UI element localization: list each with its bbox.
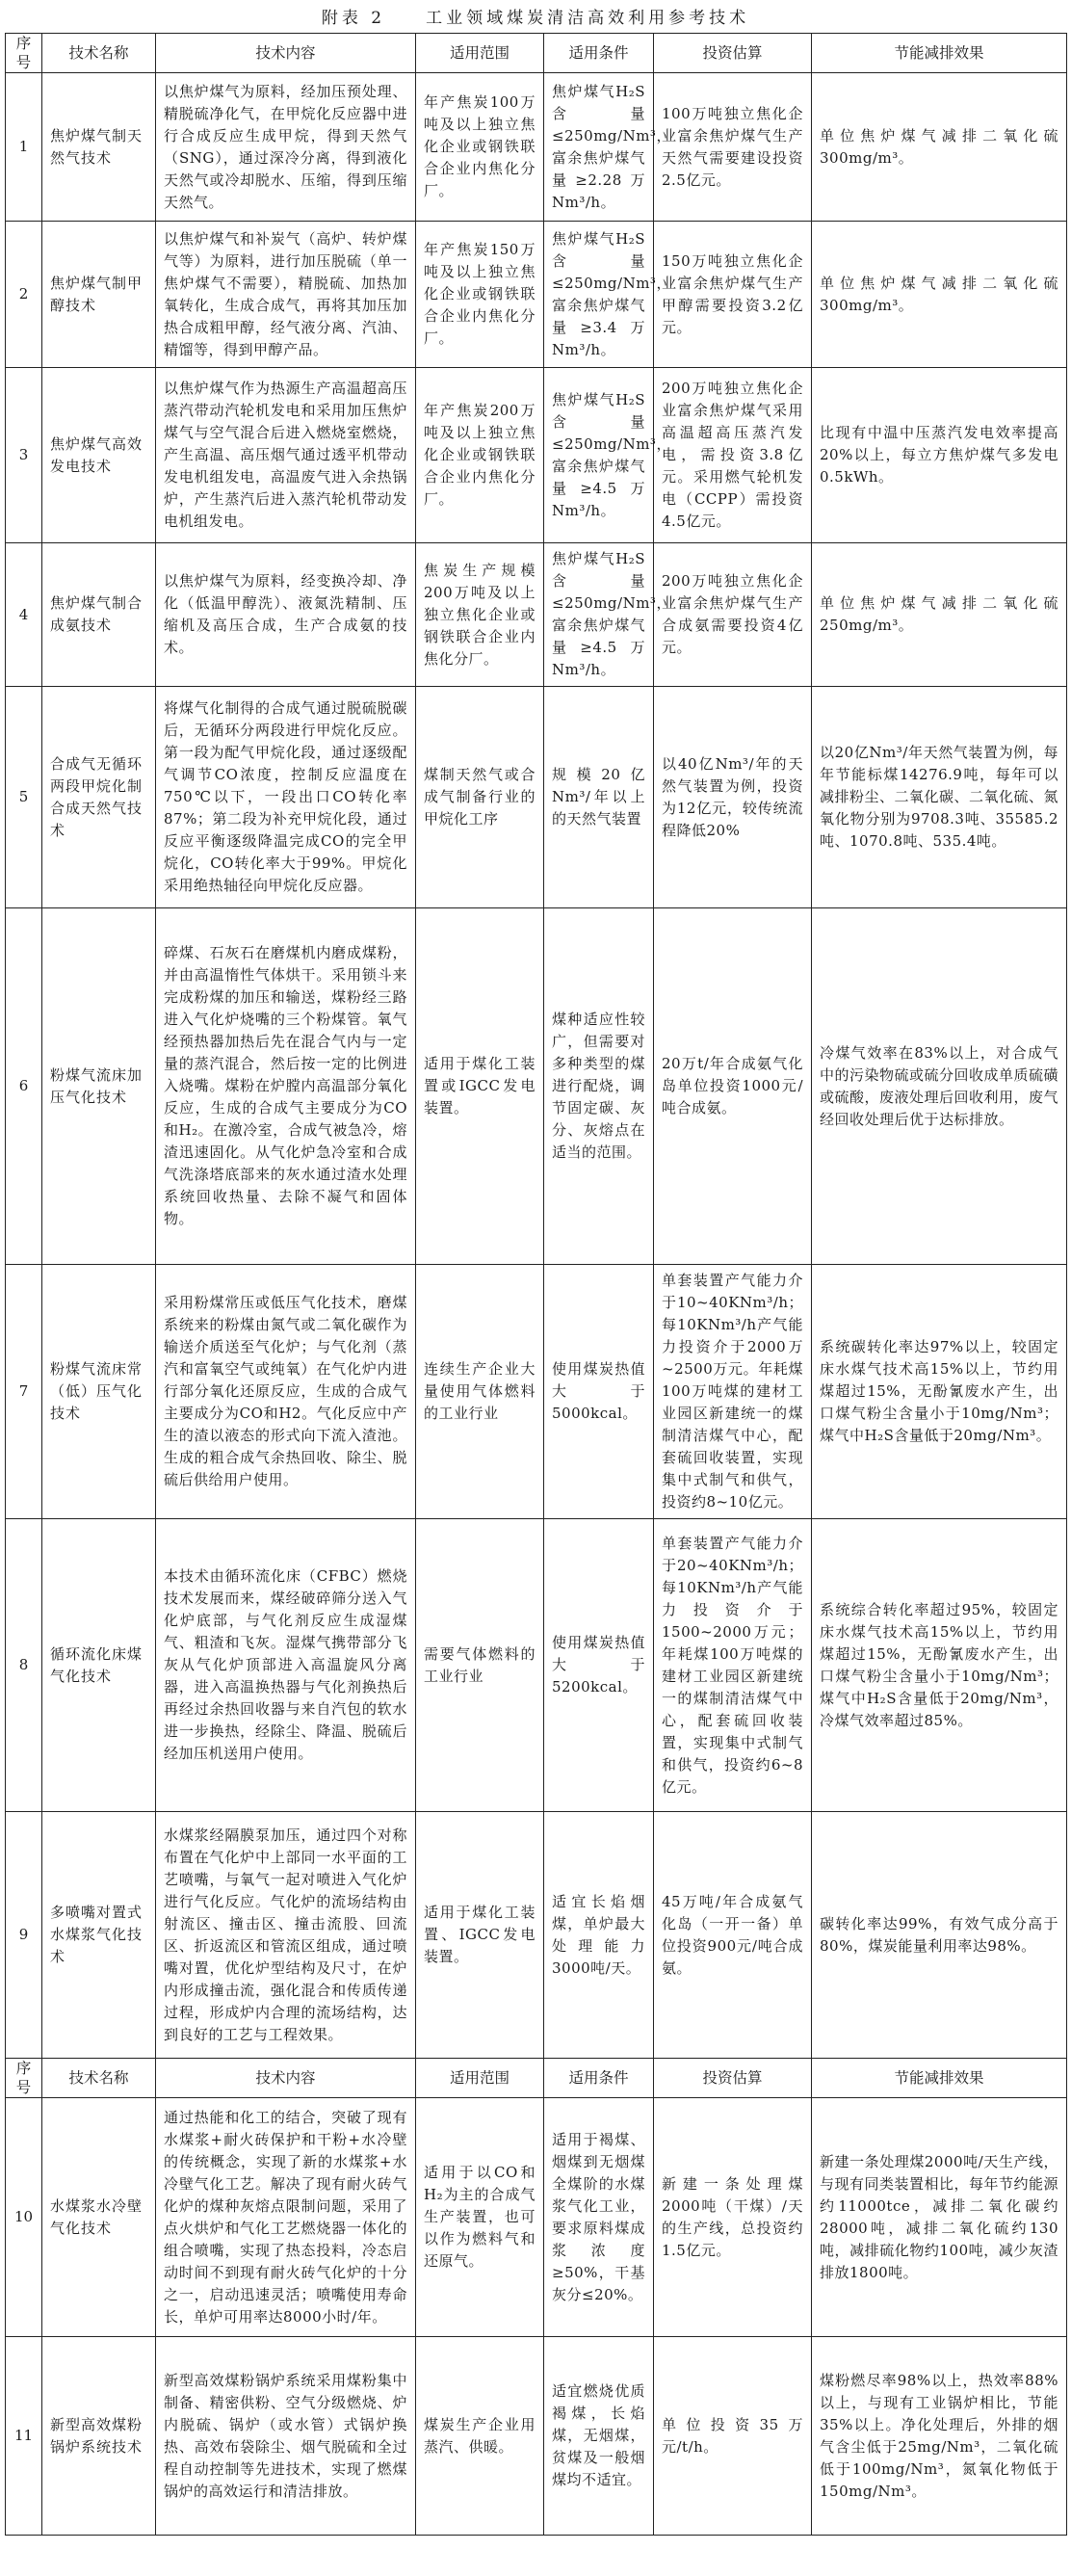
tech-name: 粉煤气流床常（低）压气化技术 bbox=[42, 1265, 156, 1519]
header-cell: 投资估算 bbox=[654, 34, 812, 73]
tech-name: 粉煤气流床加压气化技术 bbox=[42, 908, 156, 1265]
tech-effect: 单位焦炉煤气减排二氧化硫300mg/m³。 bbox=[812, 73, 1067, 222]
tech-name: 合成气无循环两段甲烷化制合成天然气技术 bbox=[42, 687, 156, 908]
table-row bbox=[6, 1519, 1067, 1812]
tech-effect: 系统综合转化率超过95%，较固定床水煤气技术高15%以上，节约用煤超过15%，无酚氰废水产生，出口煤气粉尘含量小于10mg/Nm³；煤气中H₂S含量低于20mg/Nm³，冷煤气效率超过85%。 bbox=[812, 1519, 1067, 1812]
tech-investment: 100万吨独立焦化企业富余焦炉煤气生产天然气需要建设投资2.5亿元。 bbox=[654, 73, 812, 222]
tech-name: 水煤浆水冷壁气化技术 bbox=[42, 2098, 156, 2337]
tech-condition: 焦炉煤气H₂S含量≤250mg/Nm³，富余焦炉煤气量≥3.4万Nm³/h。 bbox=[544, 222, 654, 368]
tech-investment: 单套装置产气能力介于10~40KNm³/h；每10KNm³/h产气能力投资介于2000万~2500万元。年耗煤100万吨煤的建材工业园区新建统一的煤制清洁煤气中心，配套硫回收装置，实现集中式制气和供气，投资约8~10亿元。 bbox=[654, 1265, 812, 1519]
tech-scope: 适用于煤化工装置或IGCC发电装置。 bbox=[416, 908, 544, 1265]
table-header-repeat bbox=[6, 2059, 1067, 2098]
row-number: 8 bbox=[6, 1519, 42, 1812]
tech-effect: 以20亿Nm³/年天然气装置为例，每年节能标煤14276.9吨，每年可以减排粉尘、二氧化碳、二氧化硫、氮氧化物分别为9708.3吨、35585.2吨、1070.8吨、535.4吨。 bbox=[812, 687, 1067, 908]
tech-investment: 单套装置产气能力介于20~40KNm³/h；每10KNm³/h产气能力投资介于1500~2000万元；年耗煤100万吨煤的建材工业园区新建统一的煤制清洁煤气中心，配套硫回收装置，实现集中式制气和供气，投资约6~8亿元。 bbox=[654, 1519, 812, 1812]
table-row bbox=[6, 543, 1067, 687]
tech-condition: 适用于褐煤、烟煤到无烟煤全煤阶的水煤浆气化工业，要求原料煤成浆浓度≥50%，干基灰分≤20%。 bbox=[544, 2098, 654, 2337]
tech-name: 循环流化床煤气化技术 bbox=[42, 1519, 156, 1812]
header-cell: 适用条件 bbox=[544, 2059, 654, 2098]
header-cell: 节能减排效果 bbox=[812, 34, 1067, 73]
tech-scope: 年产焦炭150万吨及以上独立焦化企业或钢铁联合企业内焦化分厂。 bbox=[416, 222, 544, 368]
tech-name: 焦炉煤气制合成氨技术 bbox=[42, 543, 156, 687]
tech-condition: 规模20亿Nm³/年以上的天然气装置 bbox=[544, 687, 654, 908]
row-number: 7 bbox=[6, 1265, 42, 1519]
tech-content: 以焦炉煤气和补炭气（高炉、转炉煤气等）为原料，进行加压脱硫（单一焦炉煤气不需要），精脱硫、加热加氧转化，生成合成气，再将其加压加热合成粗甲醇，经气液分离、汽油、精馏等，得到甲醇产品。 bbox=[156, 222, 416, 368]
header-cell: 技术名称 bbox=[42, 34, 156, 73]
tech-name: 焦炉煤气制甲醇技术 bbox=[42, 222, 156, 368]
tech-content: 以焦炉煤气作为热源生产高温超高压蒸汽带动汽轮机发电和采用加压焦炉煤气与空气混合后进入燃烧室燃烧，产生高温、高压烟气通过透平机带动发电机组发电，高温废气进入余热锅炉，产生蒸汽后进入蒸汽轮机带动发电机组发电。 bbox=[156, 368, 416, 543]
tech-content: 新型高效煤粉锅炉系统采用煤粉集中制备、精密供粉、空气分级燃烧、炉内脱硫、锅炉（或水管）式锅炉换热、高效布袋除尘、烟气脱硫和全过程自动控制等先进技术，实现了燃煤锅炉的高效运行和清洁排放。 bbox=[156, 2337, 416, 2536]
row-number: 11 bbox=[6, 2337, 42, 2536]
tech-scope: 适用于煤化工装置、IGCC发电装置。 bbox=[416, 1812, 544, 2059]
tech-name: 多喷嘴对置式水煤浆气化技术 bbox=[42, 1812, 156, 2059]
row-number: 10 bbox=[6, 2098, 42, 2337]
table-row bbox=[6, 1812, 1067, 2059]
tech-investment: 以40亿Nm³/年的天然气装置为例，投资为12亿元，较传统流程降低20% bbox=[654, 687, 812, 908]
header-cell: 适用范围 bbox=[416, 34, 544, 73]
table-row bbox=[6, 368, 1067, 543]
table-row bbox=[6, 687, 1067, 908]
tech-content: 以焦炉煤气为原料，经变换冷却、净化（低温甲醇洗）、液氮洗精制、压缩机及高压合成，生产合成氨的技术。 bbox=[156, 543, 416, 687]
header-cell: 技术名称 bbox=[42, 2059, 156, 2098]
tech-investment: 20万t/年合成氨气化岛单位投资1000元/吨合成氨。 bbox=[654, 908, 812, 1265]
tech-content: 碎煤、石灰石在磨煤机内磨成煤粉，并由高温惰性气体烘干。采用锁斗来完成粉煤的加压和输送，煤粉经三路进入气化炉烧嘴的三个粉煤管。氧气经预热器加热后先在混合气内与一定量的蒸汽混合，然后按一定的比例进入烧嘴。煤粉在炉膛内高温部分氧化反应，生成的合成气主要成分为CO和H₂。在激冷室，合成气被急冷，熔渣迅速固化。从气化炉急冷室和合成气洗涤塔底部来的灰水通过渣水处理系统回收热量、去除不凝气和固体物。 bbox=[156, 908, 416, 1265]
tech-effect: 碳转化率达99%，有效气成分高于80%，煤炭能量利用率达98%。 bbox=[812, 1812, 1067, 2059]
tech-investment: 200万吨独立焦化企业富余焦炉煤气采用高温超高压蒸汽发电，需投资3.8亿元。采用燃气轮机发电（CCPP）需投资4.5亿元。 bbox=[654, 368, 812, 543]
tech-condition: 焦炉煤气H₂S含量≤250mg/Nm³，富余焦炉煤气量≥4.5万Nm³/h。 bbox=[544, 368, 654, 543]
row-number: 5 bbox=[6, 687, 42, 908]
page-title: 附表 2 工业领域煤炭清洁高效利用参考技术 bbox=[321, 9, 750, 28]
tech-effect: 系统碳转化率达97%以上，较固定床水煤气技术高15%以上，节约用煤超过15%，无酚氰废水产生，出口煤气粉尘含量小于10mg/Nm³；煤气中H₂S含量低于20mg/Nm³。 bbox=[812, 1265, 1067, 1519]
header-cell: 序号 bbox=[6, 34, 42, 73]
tech-effect: 单位焦炉煤气减排二氧化硫300mg/m³。 bbox=[812, 222, 1067, 368]
table-row bbox=[6, 2337, 1067, 2536]
tech-content: 水煤浆经隔膜泵加压，通过四个对称布置在气化炉中上部同一水平面的工艺喷嘴，与氧气一起对喷进入气化炉进行气化反应。气化炉的流场结构由射流区、撞击区、撞击流股、回流区、折返流区和管流区组成，通过喷嘴对置，优化炉型结构及尺寸，在炉内形成撞击流，强化混合和传质传递过程，形成炉内合理的流场结构，达到良好的工艺与工程效果。 bbox=[156, 1812, 416, 2059]
tech-condition: 适宜长焰烟煤，单炉最大处理能力3000吨/天。 bbox=[544, 1812, 654, 2059]
row-number: 6 bbox=[6, 908, 42, 1265]
tech-content: 以焦炉煤气为原料，经加压预处理、精脱硫净化气，在甲烷化反应器中进行合成反应生成甲烷，得到天然气（SNG），通过深冷分离，得到液化天然气或冷却脱水、压缩，得到压缩天然气。 bbox=[156, 73, 416, 222]
header-cell: 节能减排效果 bbox=[812, 2059, 1067, 2098]
table-row bbox=[6, 1265, 1067, 1519]
row-number: 2 bbox=[6, 222, 42, 368]
tech-content: 采用粉煤常压或低压气化技术，磨煤系统来的粉煤由氮气或二氧化碳作为输送介质送至气化炉；与气化剂（蒸汽和富氧空气或纯氧）在气化炉内进行部分氧化还原反应，生成的合成气主要成分为CO和H2。气化反应中产生的渣以液态的形式向下流入渣池。生成的粗合成气余热回收、除尘、脱硫后供给用户使用。 bbox=[156, 1265, 416, 1519]
table-row bbox=[6, 222, 1067, 368]
tech-investment: 新建一条处理煤2000吨（干煤）/天的生产线，总投资约1.5亿元。 bbox=[654, 2098, 812, 2337]
tech-scope: 年产焦炭200万吨及以上独立焦化企业或钢铁联合企业内焦化分厂。 bbox=[416, 368, 544, 543]
tech-scope: 煤制天然气或合成气制备行业的甲烷化工序 bbox=[416, 687, 544, 908]
row-number: 9 bbox=[6, 1812, 42, 2059]
row-number: 3 bbox=[6, 368, 42, 543]
tech-content: 本技术由循环流化床（CFBC）燃烧技术发展而来，煤经破碎筛分送入气化炉底部，与气化剂反应生成湿煤气、粗渣和飞灰。湿煤气携带部分飞灰从气化炉顶部进入高温旋风分离器，进入高温换热器与气化剂换热后再经过余热回收器与来自汽包的软水进一步换热，经除尘、降温、脱硫后经加压机送用户使用。 bbox=[156, 1519, 416, 1812]
tech-effect: 煤粉燃尽率98%以上，热效率88%以上，与现有工业锅炉相比，节能35%以上。净化处理后，外排的烟气含尘低于25mg/Nm³，二氧化硫低于100mg/Nm³，氮氧化物低于150mg/Nm³。 bbox=[812, 2337, 1067, 2536]
tech-scope: 需要气体燃料的工业行业 bbox=[416, 1519, 544, 1812]
tech-condition: 焦炉煤气H₂S含量≤250mg/Nm³，富余焦炉煤气量≥2.28万Nm³/h。 bbox=[544, 73, 654, 222]
tech-content: 通过热能和化工的结合，突破了现有水煤浆+耐火砖保护和干粉+水冷壁的传统概念，实现了新的水煤浆+水冷壁气化工艺。解决了现有耐火砖气化炉的煤种灰熔点限制问题，采用了点火烘炉和气化工艺燃烧器一体化的组合喷嘴，实现了热态投料，冷态启动时间不到现有耐火砖气化炉的十分之一，启动迅速灵活；喷嘴使用寿命长，单炉可用率达8000小时/年。 bbox=[156, 2098, 416, 2337]
tech-effect: 冷煤气效率在83%以上，对合成气中的污染物硫或硫分回收成单质硫磺或硫酸，废液处理后回收利用，废气经回收处理后优于达标排放。 bbox=[812, 908, 1067, 1265]
header-cell: 技术内容 bbox=[156, 34, 416, 73]
header-cell: 适用范围 bbox=[416, 2059, 544, 2098]
header-cell: 适用条件 bbox=[544, 34, 654, 73]
tech-scope: 适用于以CO和H₂为主的合成气生产装置，也可以作为燃料气和还原气。 bbox=[416, 2098, 544, 2337]
table-row bbox=[6, 2098, 1067, 2337]
table-header bbox=[6, 34, 1067, 73]
header-cell: 投资估算 bbox=[654, 2059, 812, 2098]
table-row bbox=[6, 908, 1067, 1265]
tech-condition: 使用煤炭热值大于5000kcal。 bbox=[544, 1265, 654, 1519]
tech-condition: 使用煤炭热值大于5200kcal。 bbox=[544, 1519, 654, 1812]
tech-scope: 年产焦炭100万吨及以上独立焦化企业或钢铁联合企业内焦化分厂。 bbox=[416, 73, 544, 222]
row-number: 4 bbox=[6, 543, 42, 687]
tech-investment: 45万吨/年合成氨气化岛（一开一备）单位投资900元/吨合成氨。 bbox=[654, 1812, 812, 2059]
tech-investment: 单位投资35万元/t/h。 bbox=[654, 2337, 812, 2536]
tech-name: 焦炉煤气制天然气技术 bbox=[42, 73, 156, 222]
header-cell: 技术内容 bbox=[156, 2059, 416, 2098]
tech-scope: 连续生产企业大量使用气体燃料的工业行业 bbox=[416, 1265, 544, 1519]
tech-investment: 200万吨独立焦化企业富余焦炉煤气生产合成氨需要投资4亿元。 bbox=[654, 543, 812, 687]
tech-name: 焦炉煤气高效发电技术 bbox=[42, 368, 156, 543]
tech-effect: 新建一条处理煤2000吨/天生产线，与现有同类装置相比，每年节约能源约11000tce，减排二氧化碳约28000吨，减排二氧化硫约130吨，减排硫化物约100吨，减少灰渣排放1800吨。 bbox=[812, 2098, 1067, 2337]
tech-effect: 比现有中温中压蒸汽发电效率提高20%以上，每立方焦炉煤气多发电0.5kWh。 bbox=[812, 368, 1067, 543]
tech-name: 新型高效煤粉锅炉系统技术 bbox=[42, 2337, 156, 2536]
tech-condition: 焦炉煤气H₂S含量≤250mg/Nm³，富余焦炉煤气量≥4.5万Nm³/h。 bbox=[544, 543, 654, 687]
tech-condition: 适宜燃烧优质褐煤，长焰煤，无烟煤，贫煤及一般烟煤均不适宜。 bbox=[544, 2337, 654, 2536]
tech-effect: 单位焦炉煤气减排二氧化硫250mg/m³。 bbox=[812, 543, 1067, 687]
tech-content: 将煤气化制得的合成气通过脱硫脱碳后，无循环分两段进行甲烷化反应。第一段为配气甲烷化段，通过逐级配气调节CO浓度，控制反应温度在750℃以下，一段出口CO转化率87%；第二段为补充甲烷化段，通过反应平衡逐级降温完成CO的完全甲烷化，CO转化率大于99%。甲烷化采用绝热轴径向甲烷化反应器。 bbox=[156, 687, 416, 908]
tech-scope: 煤炭生产企业用蒸汽、供暖。 bbox=[416, 2337, 544, 2536]
row-number: 1 bbox=[6, 73, 42, 222]
technology-table bbox=[5, 33, 1067, 2536]
tech-condition: 煤种适应性较广，但需要对多种类型的煤进行配烧，调节固定碳、灰分、灰熔点在适当的范围。 bbox=[544, 908, 654, 1265]
tech-investment: 150万吨独立焦化企业富余焦炉煤气生产甲醇需要投资3.2亿元。 bbox=[654, 222, 812, 368]
tech-scope: 焦炭生产规模200万吨及以上独立焦化企业或钢铁联合企业内焦化分厂。 bbox=[416, 543, 544, 687]
header-cell: 序号 bbox=[6, 2059, 42, 2098]
table-row bbox=[6, 73, 1067, 222]
